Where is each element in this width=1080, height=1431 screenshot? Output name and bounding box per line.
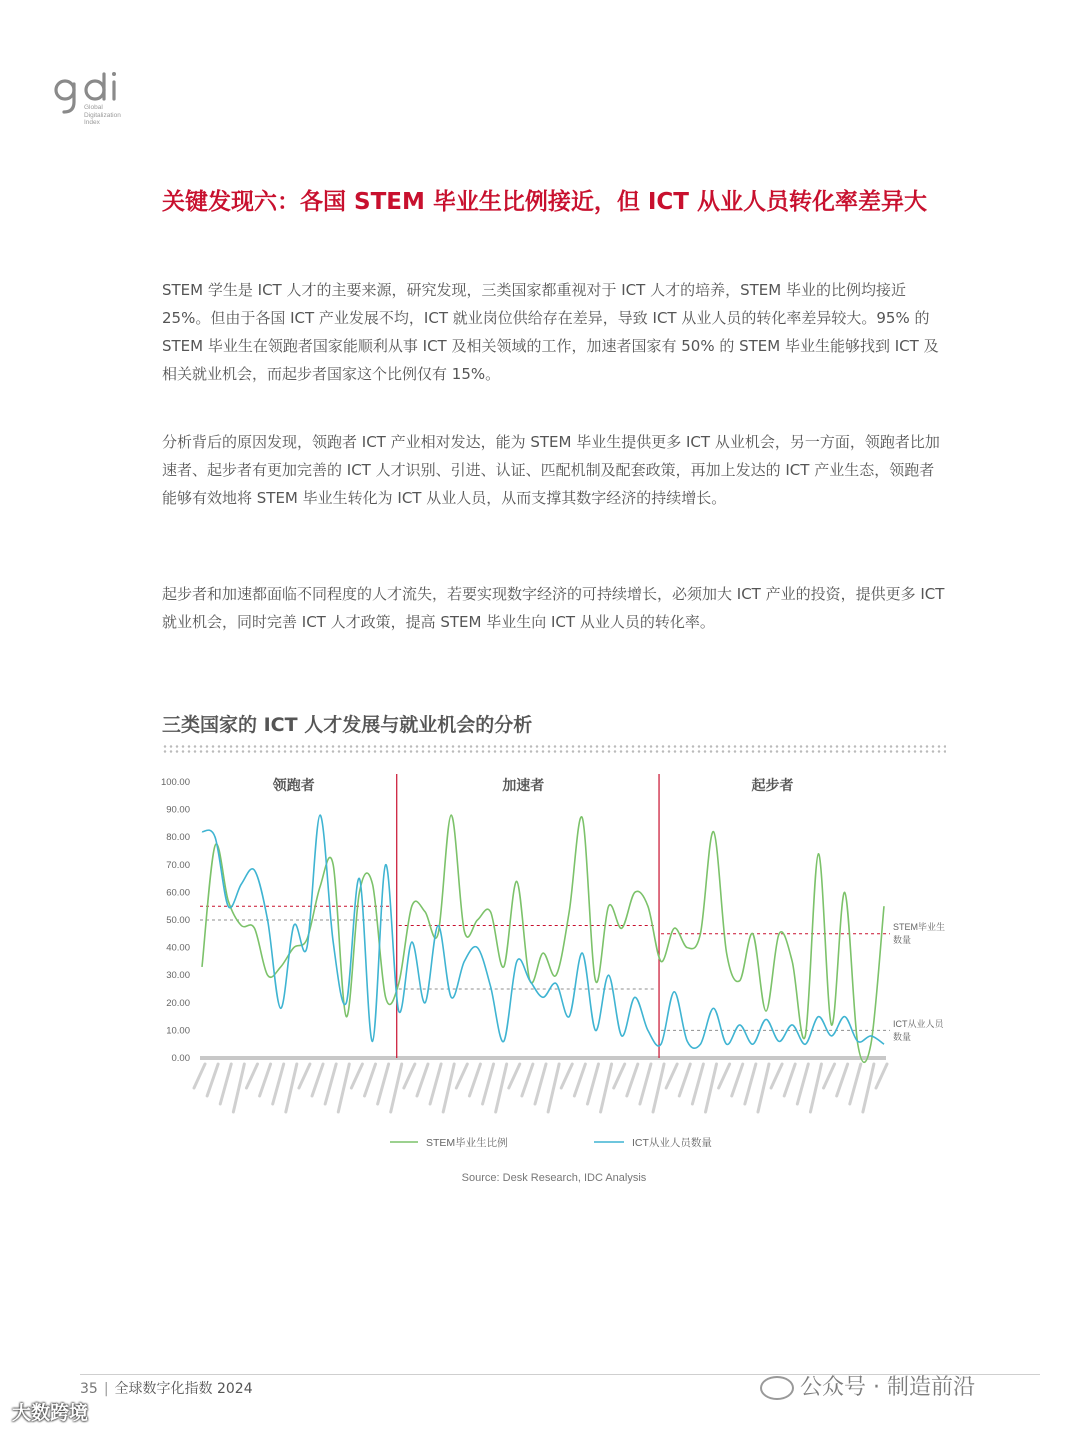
x-tick-label (692, 1064, 703, 1104)
stem-series-line (202, 815, 884, 1062)
x-tick-label (233, 1064, 244, 1112)
x-tick-label (246, 1064, 257, 1088)
x-tick-label (784, 1064, 795, 1096)
y-tick-label: 60.00 (166, 887, 190, 899)
x-tick-label (299, 1064, 310, 1088)
y-tick-label: 50.00 (166, 915, 190, 926)
x-tick-label (220, 1064, 231, 1104)
x-tick-label (351, 1064, 362, 1088)
x-tick-label (273, 1064, 284, 1104)
paragraph-2: 分析背后的原因发现，领跑者 ICT 产业相对发达，能为 STEM 毕业生提供更多 ICT 从业机会，另一方面，领跑者比加速者、起步者有更加完善的 ICT 人才识别、引进、认证、匹配机制及配套政策，再加上发达的 ICT 产业生态，领跑者能够有效地将 STEM 毕业生转化为 ICT 从业人员，从而支撑其数字经济的持续增长。 (162, 433, 940, 507)
legend-label-stem: STEM毕业生比例 (426, 1137, 508, 1149)
x-tick-label (312, 1064, 323, 1096)
y-tick-label: 70.00 (166, 859, 190, 871)
x-tick-label (483, 1064, 494, 1104)
x-tick-label (666, 1064, 677, 1088)
x-tick-label (850, 1064, 861, 1104)
group-label: 领跑者 (272, 777, 315, 793)
x-tick-label (745, 1064, 756, 1104)
x-tick-label (338, 1064, 349, 1112)
wechat-watermark (760, 1370, 975, 1401)
y-tick-label: 100.00 (160, 777, 190, 788)
logo-subtitle-line: Global (84, 104, 103, 111)
x-tick-label (548, 1064, 559, 1112)
x-tick-label (522, 1064, 533, 1096)
x-tick-label (771, 1064, 782, 1088)
x-tick-label (417, 1064, 428, 1096)
x-tick-label (627, 1064, 638, 1096)
x-tick-label (378, 1064, 389, 1104)
section-title: 关键发现六：各国 STEM 毕业生比例接近，但 ICT 从业人员转化率差异大 (162, 189, 928, 215)
series-end-label: STEM毕业生 (893, 922, 946, 932)
x-tick-label (719, 1064, 730, 1088)
x-tick-label (824, 1064, 835, 1088)
y-tick-label: 40.00 (166, 942, 190, 954)
x-tick-label (601, 1064, 612, 1112)
x-tick-label (614, 1064, 625, 1088)
x-tick-label (561, 1064, 572, 1088)
corner-watermark: 大数跨境 (12, 1402, 89, 1424)
footer-doc-title: 全球数字化指数 2024 (114, 1381, 253, 1397)
series-end-label: 数量 (893, 1032, 912, 1042)
x-tick-label (653, 1064, 664, 1112)
x-tick-label (496, 1064, 507, 1112)
chart-title: 三类国家的 ICT 人才发展与就业机会的分析 (162, 714, 533, 736)
y-tick-label: 20.00 (166, 997, 190, 1009)
wechat-watermark-text: 公众号 · 制造前沿 (800, 1375, 975, 1400)
x-tick-label (469, 1064, 480, 1096)
x-tick-label (706, 1064, 717, 1112)
x-tick-label (430, 1064, 441, 1104)
chart-source: Source: Desk Research, IDC Analysis (461, 1172, 647, 1184)
footer-separator: | (103, 1381, 109, 1397)
x-tick-label (404, 1064, 415, 1088)
wechat-icon (760, 1376, 794, 1400)
x-tick-label (732, 1064, 743, 1096)
x-tick-label (456, 1064, 467, 1088)
series-end-label: 数量 (893, 935, 912, 945)
paragraph-1: STEM 学生是 ICT 人才的主要来源，研究发现，三类国家都重视对于 ICT 人才的培养，STEM 毕业的比例均接近 25%。但由于各国 ICT 产业发展不均，ICT 就业岗位供给存在差异，导致 ICT 从业人员的转化率差异较大。95% 的 STEM 毕业生在领跑者国家能顺利从事 ICT 及相关领域的工作，加速者国家有 50% 的 STEM 毕业生能够找到 ICT 及相关就业机会，而起步者国家这个比例仅有 15%。 (162, 281, 939, 383)
x-tick-label (286, 1064, 297, 1112)
logo-subtitle-line: Digitalization (84, 111, 121, 119)
x-tick-label (758, 1064, 769, 1112)
group-label: 起步者 (751, 777, 794, 793)
x-tick-label (810, 1064, 821, 1112)
x-tick-label (391, 1064, 402, 1112)
x-tick-label (365, 1064, 376, 1096)
logo-subtitle-line: Index (84, 119, 100, 126)
paragraph-3: 起步者和加速都面临不同程度的人才流失，若要实现数字经济的可持续增长，必须加大 ICT 产业的投资，提供更多 ICT 就业机会，同时完善 ICT 人才政策，提高 STEM 毕业生向 ICT 从业人员的转化率。 (162, 585, 945, 631)
x-tick-label (587, 1064, 598, 1104)
y-tick-label: 0.00 (171, 1053, 190, 1064)
y-tick-label: 80.00 (166, 832, 190, 844)
x-tick-label (260, 1064, 271, 1096)
x-tick-label (876, 1064, 887, 1088)
x-tick-label (194, 1064, 205, 1088)
x-tick-label (325, 1064, 336, 1104)
page-footer (80, 1378, 253, 1398)
x-tick-label (863, 1064, 874, 1112)
x-tick-label (679, 1064, 690, 1096)
series-end-label: ICT从业人员 (893, 1019, 944, 1029)
x-tick-label (797, 1064, 808, 1104)
x-tick-label (574, 1064, 585, 1096)
group-label: 加速者 (502, 777, 545, 793)
legend-label-ict: ICT从业人员数量 (632, 1137, 712, 1149)
y-tick-label: 90.00 (166, 804, 190, 816)
x-tick-label (535, 1064, 546, 1104)
x-tick-label (837, 1064, 848, 1096)
y-tick-label: 30.00 (166, 970, 190, 982)
x-tick-label (509, 1064, 520, 1088)
page-number: 35 (80, 1381, 98, 1397)
x-tick-label (640, 1064, 651, 1104)
x-tick-label (443, 1064, 454, 1112)
x-tick-label (207, 1064, 218, 1096)
y-tick-label: 10.00 (166, 1025, 190, 1037)
